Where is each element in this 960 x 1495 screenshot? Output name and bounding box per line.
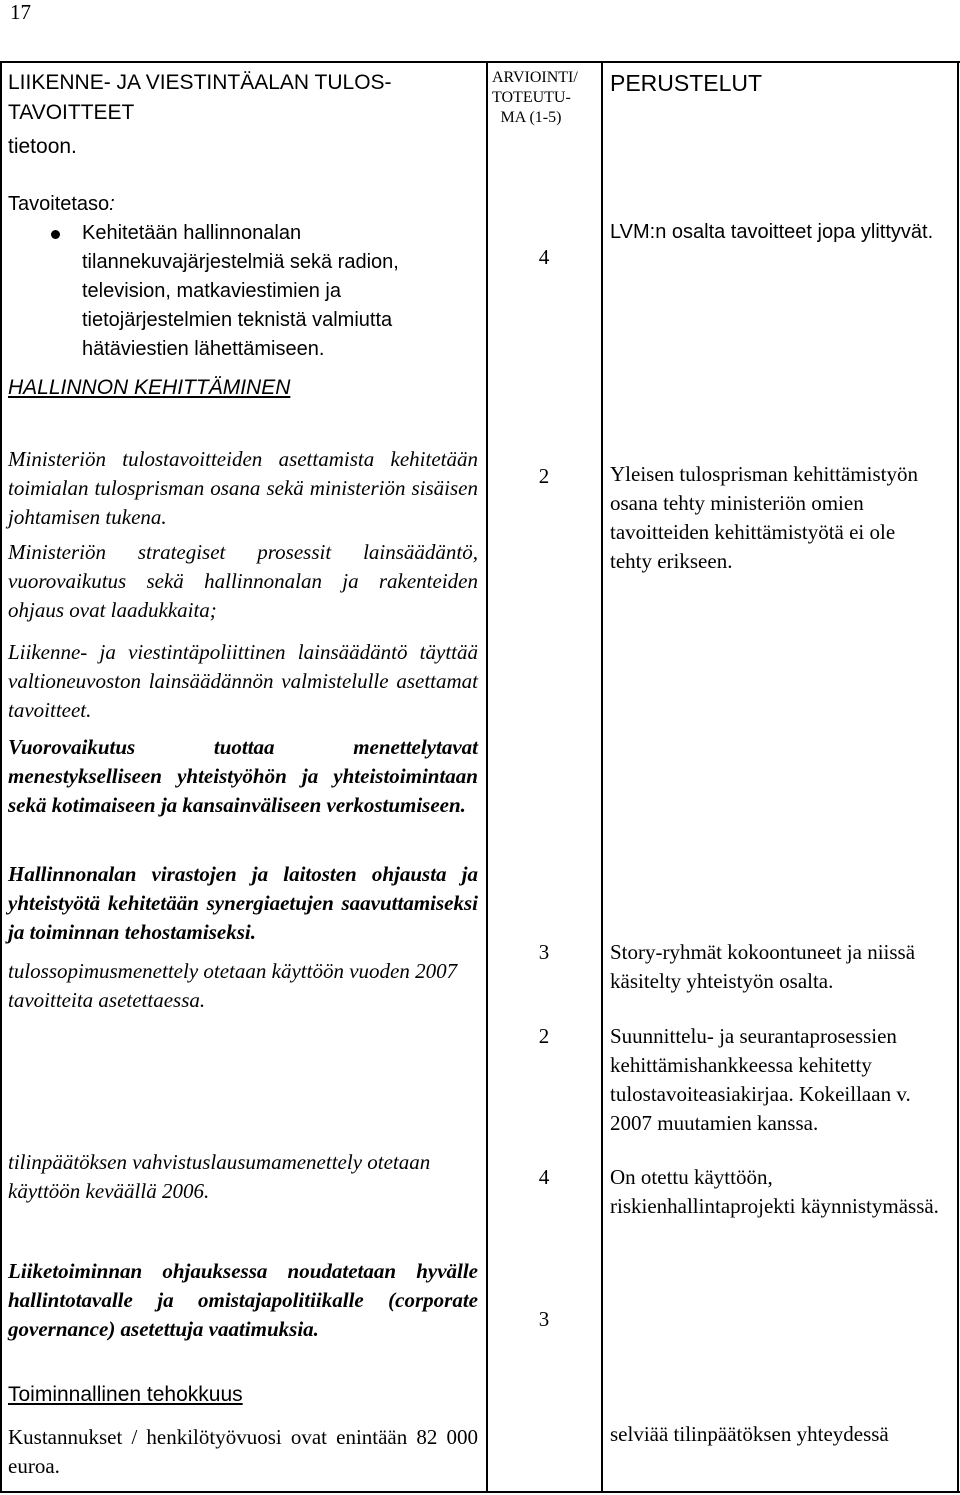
target-level-list: [8, 219, 428, 364]
target-level-heading: [8, 190, 478, 218]
table-right-border: [957, 62, 959, 1492]
admin-justification-6: Suunnittelu- ja seurantaprosessien kehittämishankkeessa kehitetty tulostavoiteasiakirjaa. Kokeillaan v. 2007 muutamien kanssa.: [610, 1024, 911, 1135]
table-bottom-border: [0, 1491, 960, 1493]
column-header-goals-label: LIIKENNE- JA VIESTINTÄALAN TULOS-TAVOITTEET: [8, 71, 392, 124]
table-left-border: [0, 62, 2, 1492]
target-level-label: Tavoitetaso: [8, 193, 110, 215]
column-header-justification: PERUSTELUT: [610, 70, 763, 96]
list-item: [8, 219, 428, 364]
admin-justification-7: On otettu käyttöön, riskienhallintaprojekti käynnistymässä.: [610, 1165, 939, 1218]
column-divider-2: [601, 62, 603, 1492]
admin-paragraph-7: tilinpäätöksen vahvistuslausumamenettely otetaan käyttöön keväällä 2006.: [8, 1150, 431, 1203]
column-divider-1: [486, 62, 488, 1492]
admin-paragraph-8: Liiketoiminnan ohjauksessa noudatetaan hyvälle hallintotavalle ja omistajapolitiikalle (corporate governance) asetettuja vaatimuksia.: [8, 1259, 478, 1341]
admin-justification-1: Yleisen tulosprisman kehittämistyön osana tehty ministeriön omien tavoitteiden kehittämistyötä ei ole tehty erikseen.: [610, 462, 918, 573]
section-heading-efficiency: Toiminnallinen tehokkuus: [8, 1383, 243, 1406]
admin-rating-1: 2: [538, 464, 550, 488]
page-number: 17: [10, 0, 31, 24]
admin-paragraph-1: Ministeriön tulostavoitteiden asettamista kehitetään toimialan tulosprisman osana sekä ministeriön sisäisen johtamisen tukena.: [8, 447, 478, 529]
continued-text: tietoon.: [8, 135, 77, 158]
admin-rating-5: 3: [538, 940, 550, 964]
target-level-rating: 4: [538, 245, 550, 269]
column-header-rating: ARVIOINTI/ TOTEUTU-MA (1-5): [492, 69, 578, 126]
section-heading-admin: HALLINNON KEHITTÄMINEN: [8, 376, 291, 399]
admin-paragraph-2: Ministeriön strategiset prosessit lainsäädäntö, vuorovaikutus sekä hallinnonalan ja rakenteiden ohjaus ovat laadukkaita;: [8, 540, 478, 622]
admin-paragraph-5: Hallinnonalan virastojen ja laitosten ohjausta ja yhteistyötä kehitetään synergiaetujen saavuttamiseksi ja toiminnan tehostamiseksi.: [8, 862, 478, 944]
bullet-icon: [51, 230, 60, 239]
admin-justification-5: Story-ryhmät kokoontuneet ja niissä käsitelty yhteistyön osalta.: [610, 940, 916, 993]
admin-rating-8: 3: [538, 1307, 550, 1331]
target-level-colon: :: [109, 193, 115, 215]
table-top-border: [0, 61, 960, 63]
column-header-goals: [8, 68, 468, 128]
admin-paragraph-3: Liikenne- ja viestintäpoliittinen lainsäädäntö täyttää valtioneuvoston lainsäädännön valmistelulle asettamat tavoitteet.: [8, 640, 478, 722]
admin-paragraph-6: tulossopimusmenettely otetaan käyttöön vuoden 2007 tavoitteita asetettaessa.: [8, 959, 458, 1012]
admin-paragraph-4: Vuorovaikutus tuottaa menettelytavat menestykselliseen yhteistyöhön ja yhteistoimintaan sekä kotimaiseen ja kansainväliseen verkostumiseen.: [8, 735, 478, 817]
target-level-bullet-text: Kehitetään hallinnonalan tilannekuvajärjestelmiä sekä radion, television, matkaviestimien ja tietojärjestelmien teknistä valmiutta hätäviestien lähettämiseen.: [82, 222, 399, 360]
efficiency-paragraph-1: Kustannukset / henkilötyövuosi ovat enintään 82 000 euroa.: [8, 1425, 478, 1478]
target-level-justification: LVM:n osalta tavoitteet jopa ylittyvät.: [610, 221, 934, 243]
admin-rating-7: 4: [538, 1165, 550, 1189]
admin-rating-6: 2: [538, 1024, 550, 1048]
efficiency-justification-1: selviää tilinpäätöksen yhteydessä: [610, 1422, 889, 1446]
